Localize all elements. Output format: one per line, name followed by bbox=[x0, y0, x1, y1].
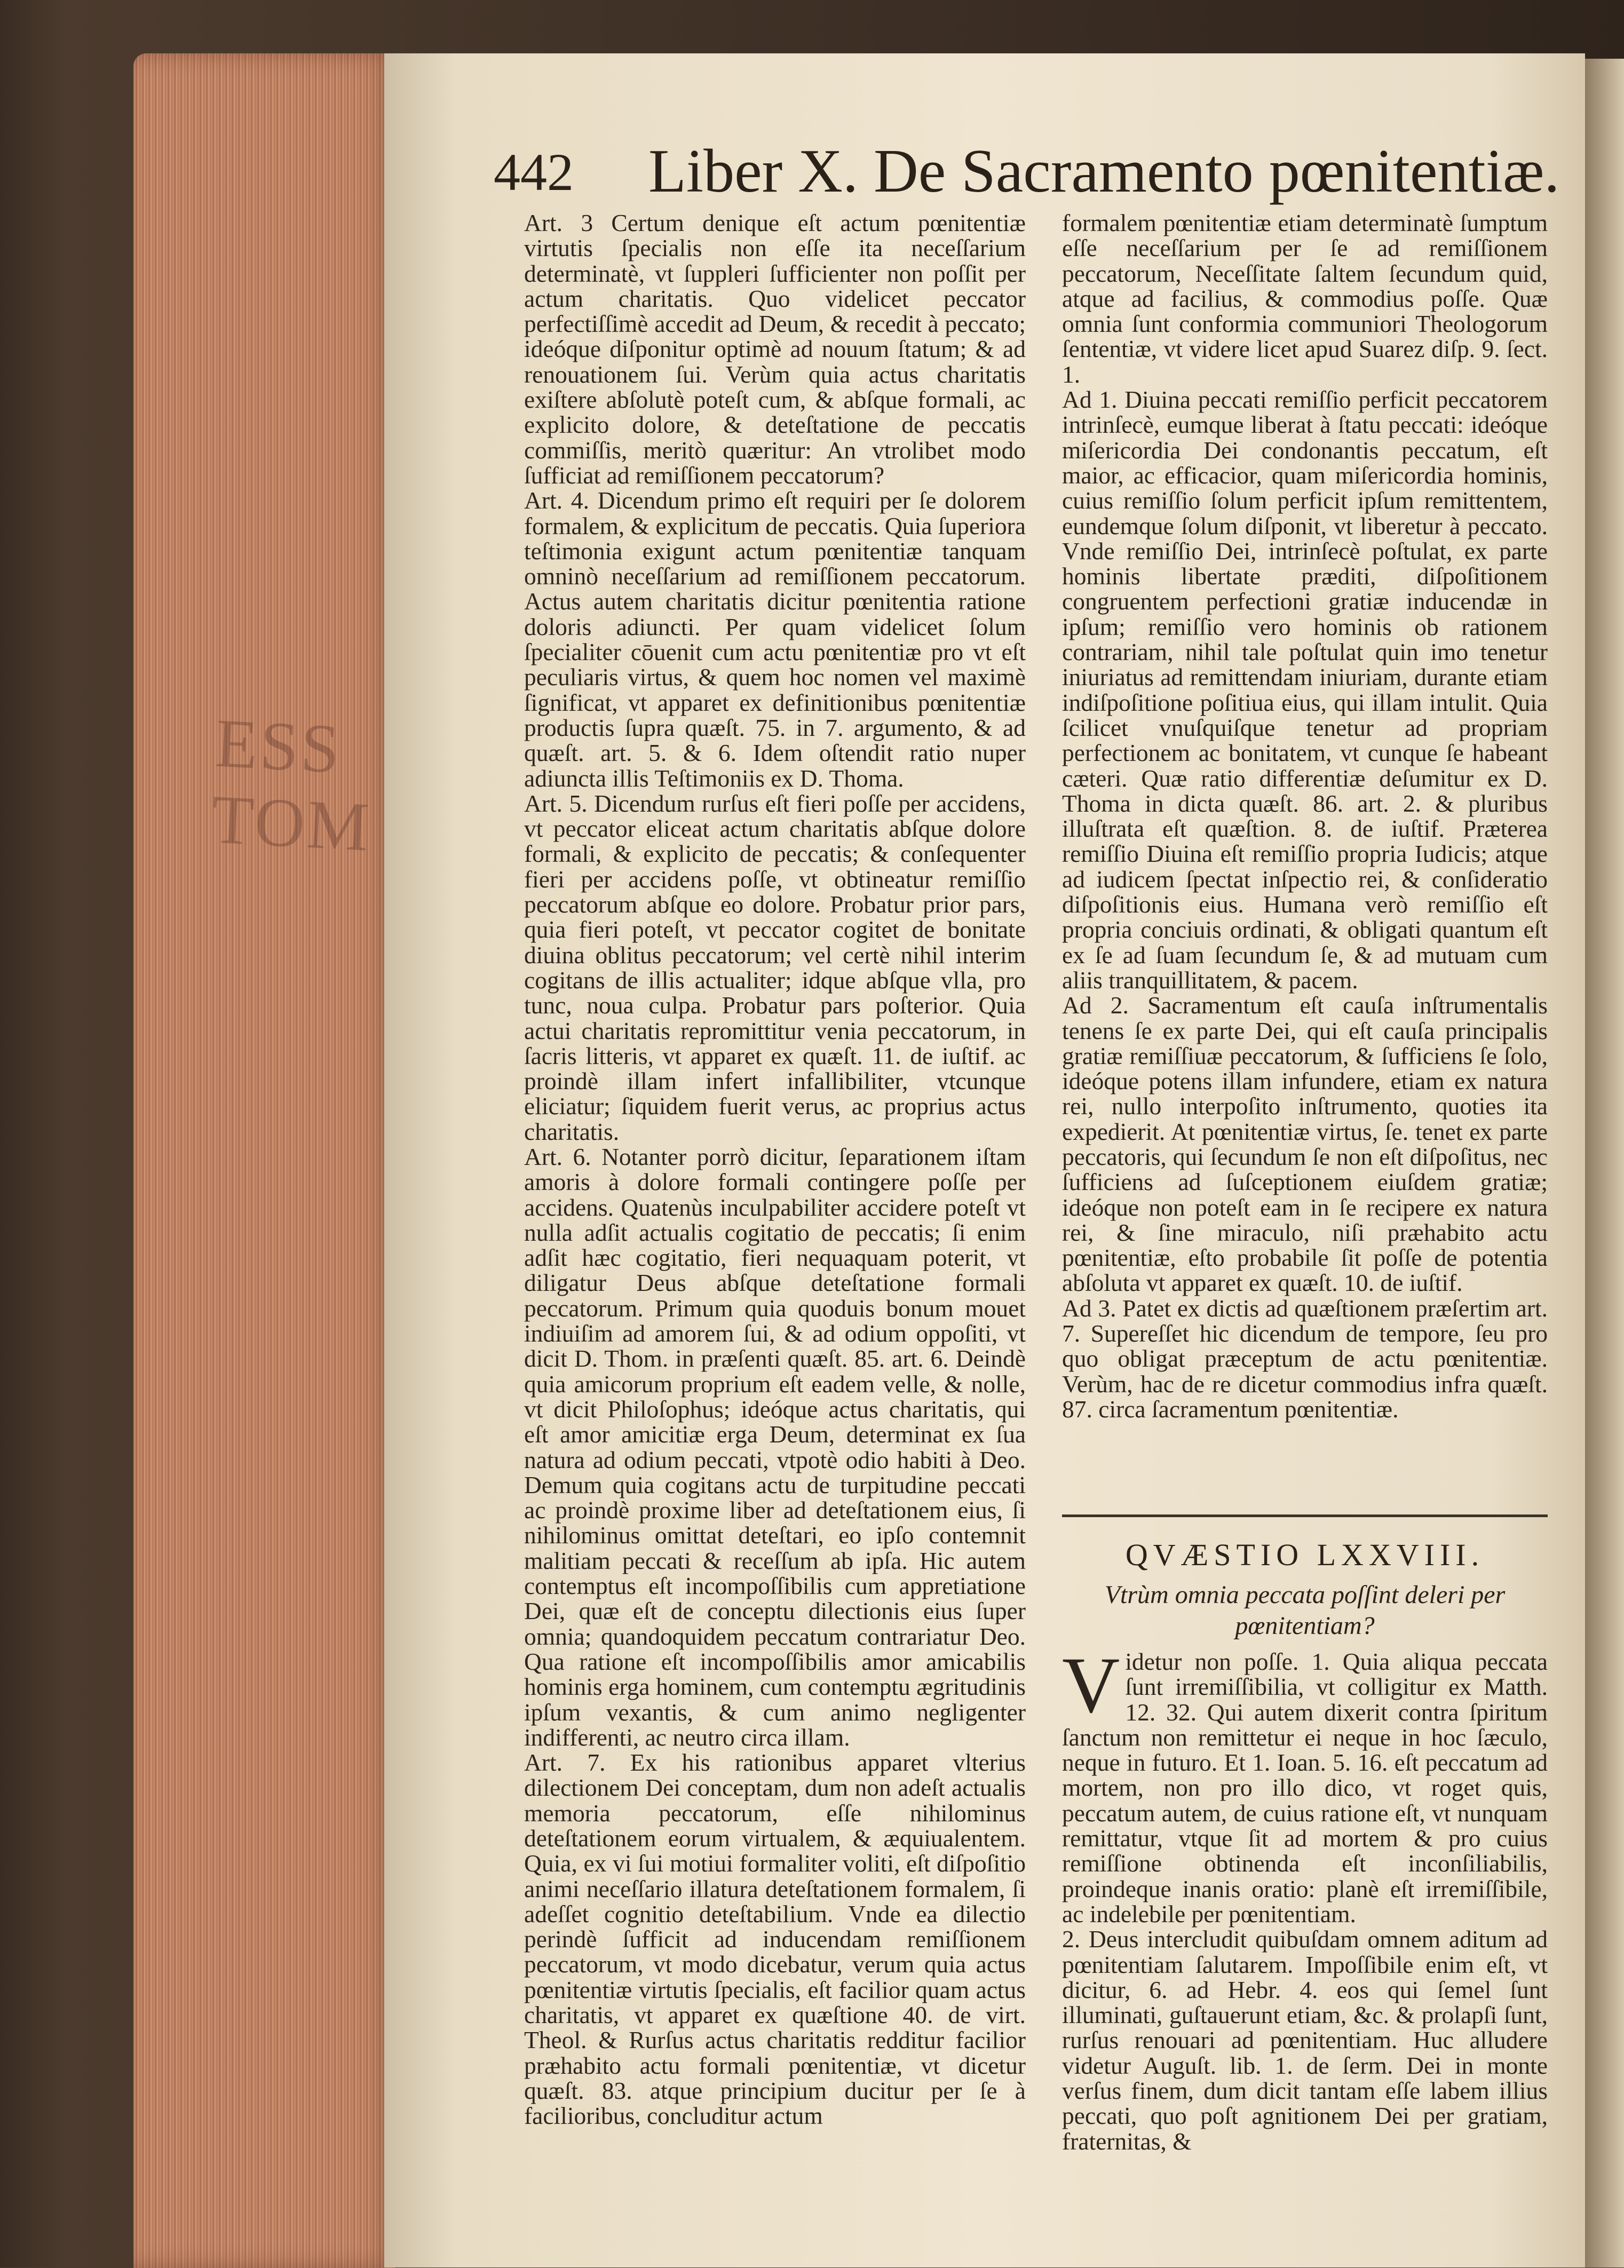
right-column bbox=[1062, 210, 1548, 1422]
left-column bbox=[524, 210, 1026, 2129]
fore-edge-inscription: ESS TOM bbox=[209, 704, 373, 866]
paragraph: formalem pœnitentiæ etiam determinatè ſumptum eſſe neceſſarium per ſe ad remiſſionem peccatorum, Neceſſitate ſaltem ſecundum quid, atque ad facilius, & commodius poſſe. Quæ omnia ſunt conformia communiori Theologorum ſententiæ, vt videre licet apud Suarez diſp. 9. ſect. 1. bbox=[1062, 209, 1548, 388]
drop-cap: V bbox=[1062, 1641, 1120, 1730]
paragraph: 2. Deus intercludit quibuſdam omnem aditum ad pœnitentiam ſalutarem. Impoſſibile enim eſt, vt dicitur, 6. ad Hebr. 4. eos qui ſemel ſunt illuminati, guſtauerunt etiam, &c. & prolapſi ſunt, rurſus renouari ad pœnitentiam. Huc alludere videtur Auguſt. lib. 1. de ſerm. Dei in monte verſus finem, dum dicit tantam eſſe labem illius peccati, quo poſt agnitionem Dei per gratiam, fraternitas, & bbox=[1062, 1925, 1548, 2155]
page-header bbox=[494, 136, 1560, 205]
section-divider bbox=[1062, 1514, 1548, 1517]
page-number: 442 bbox=[494, 142, 574, 202]
paragraph: Art. 5. Dicendum rurſus eſt fieri poſſe per accidens, vt peccator eliceat actum charitatis abſque dolore formali, & explicito de peccatis; & conſequenter fieri per accidens poſſe, vt obtineatur remiſſio peccatorum abſque eo dolore. Probatur prior pars, quia fieri poteſt, vt peccator cogitet de bonitate diuina oblitus peccatorum; vel certè nihil interim cogitans de illis actualiter; idque abſque vlla, pro tunc, noua culpa. Probatur pars poſterior. Quia actui charitatis repromittitur venia peccatorum, in ſacris litteris, vt apparet ex quæſt. 11. de iuſtif. ac proindè illam infert infallibiliter, vtcunque eliciatur; ſiquidem fuerit verus, ac proprius actus charitatis. bbox=[524, 789, 1026, 1145]
paragraph: Art. 6. Notanter porrò dicitur, ſeparationem iſtam amoris à dolore formali contingere poſſe per accidens. Quatenùs inculpabiliter accidere poteſt vt nulla adſit actualis cogitatio de peccatis; ſi enim adſit hæc cogitatio, fieri nequaquam poterit, vt diligatur Deus abſque deteſtatione formali peccatorum. Primum quia quoduis bonum mouet indiuiſim ad amorem ſui, & ad odium oppoſiti, vt dicit D. Thom. in præſenti quæſt. 85. art. 6. Deindè quia amicorum proprium eſt eadem velle, & nolle, vt dicit Philoſophus; ideóque actus charitatis, qui eſt amor amicitiæ erga Deum, determinat ex ſua natura ad odium peccati, vtpotè odio habiti à Deo. Demum quia cogitans actu de turpitudine peccati ac proindè proxime liber ad deteſtationem eius, ſi nihilominus omittat deteſtari, eo ipſo contemnit malitiam peccati & receſſum ab ipſa. Hic autem contemptus eſt incompoſſibilis cum appretiatione Dei, quæ eſt de conceptu dilectionis eius ſuper omnia; quandoquidem peccatum contrariatur Deo. Qua ratione eſt incompoſſibilis amor amicabilis hominis erga hominem, cum contemptu ægritudinis ipſum vexantis, & cum animo negligenter indifferenti, ac neutro circa illam. bbox=[524, 1143, 1026, 1751]
book-fore-edge bbox=[133, 53, 395, 2268]
paragraph: Ad 1. Diuina peccati remiſſio perficit peccatorem intrinſecè, eumque liberat à ſtatu peccati: ideóque miſericordia Dei condonantis peccatum, eſt maior, ac efficacior, quam miſericordia hominis, cuius remiſſio ſolum perficit ipſum remittentem, eundemque ſolum diſponit, vt liberetur à peccato. Vnde remiſſio Dei, intrinſecè poſtulat, ex parte hominis libertate præditi, diſpoſitionem congruentem perfectioni gratiæ inducendæ in ipſum; remiſſio vero hominis ob rationem contrariam, nihil tale poſtulat quin imo tenetur iniuriatus ad remittendam iniuriam, durante etiam indiſpoſitione poſitiua eius, qui illam intulit. Quia ſcilicet vnuſquiſque tenetur ad propriam perfectionem ac bonitatem, vt cunque ſe habeant cæteri. Quæ ratio differentiæ deſumitur ex D. Thoma in dicta quæſt. 86. art. 2. & pluribus illuſtrata eſt quæſtion. 8. de iuſtif. Præterea remiſſio Diuina eſt remiſſio propria Iudicis; atque ad iudicem ſpectat inſpectio rei, & conſideratio diſpoſitionis eius. Humana verò remiſſio eſt propria conciuis ordinati, & obligati quantum eſt ex ſe ad ſuam ſecundum ſe, & ad mutuam cum aliis tranquillitatem, & pacem. bbox=[1062, 386, 1548, 994]
question-body bbox=[1062, 1641, 1548, 2155]
question-heading: QVÆSTIO LXXVIII. bbox=[1125, 1537, 1485, 1572]
running-title: Liber X. De Sacramento pœnitentiæ. bbox=[648, 137, 1560, 205]
paragraph: Ad 2. Sacramentum eſt cauſa inſtrumentalis tenens ſe ex parte Dei, qui eſt cauſa principalis gratiæ remiſſiuæ peccatorum, & ſufficiens ſe ſolo, ideóque potens illam infundere, etiam ex natura rei, nullo interpoſito inſtrumento, quoties ita expedierit. At pœnitentiæ virtus, ſe. tenet ex parte peccatoris, qui ſecundum ſe non eſt diſpoſitus, nec ſufficiens ad ſuſceptionem eiuſdem gratiæ; ideóque non poteſt eam in ſe recipere ex natura rei, & ſine miraculo, niſi præhabito actu pœnitentiæ, eſto probabile ſit poſſe de potentia abſoluta vt apparet ex quæſt. 10. de iuſtif. bbox=[1062, 992, 1548, 1297]
facing-page-edge bbox=[1585, 59, 1624, 2267]
paragraph: Art. 3 Certum denique eſt actum pœnitentiæ virtutis ſpecialis non eſſe ita neceſſarium determinatè, vt ſuppleri ſufficienter non poſſit per actum charitatis. Quo videlicet peccator perfectiſſimè accedit ad Deum, & recedit à peccato; ideóque diſponitur optimè ad nouum ſtatum; & ad renouationem ſui. Verùm quia actus charitatis exiſtere abſolutè poteſt cum, & abſque formali, ac explicito dolore, & deteſtatione de peccatis commiſſis, meritò quæritur: An vtrolibet modo ſufficiat ad remiſſionem peccatorum? bbox=[524, 209, 1026, 489]
paragraph: Art. 7. Ex his rationibus apparet vlterius dilectionem Dei conceptam, dum non adeſt actualis memoria peccatorum, eſſe nihilominus deteſtationem eorum virtualem, & æquiualentem. Quia, ex vi ſui motiui formaliter voliti, eſt diſpoſitio animi neceſſario illatura deteſtationem formalem, ſi adeſſet cognitio deteſtabilium. Vnde ea dilectio perindè ſufficit ad inducendam remiſſionem peccatorum, vt modo dicebatur, verum quia actus pœnitentiæ virtutis ſpecialis, eſt facilior quam actus charitatis, vt apparet ex quæſtione 40. de virt. Theol. & Rurſus actus charitatis redditur facilior præhabito actu formali pœnitentiæ, vt dicetur quæſt. 83. atque principium ducitur per ſe à facilioribus, concluditur actum bbox=[524, 1749, 1026, 2130]
paragraph: Art. 4. Dicendum primo eſt requiri per ſe dolorem formalem, & explicitum de peccatis. Quia ſuperiora teſtimonia exigunt actum pœnitentiæ tanquam omninò neceſſarium ad remiſſionem peccatorum. Actus autem charitatis dicitur pœnitentia ratione doloris adiuncti. Per quam videlicet ſolum ſpecialiter cōuenit cum actu pœnitentiæ pro vt eſt peculiaris virtus, & quem hoc nomen vel maximè ſignificat, vt apparet ex definitionibus pœnitentiæ productis ſupra quæſt. 75. in 7. argumento, & ad quæſt. art. 5. & 6. Idem oſtendit ratio nuper adiuncta illis Teſtimoniis ex D. Thoma. bbox=[524, 487, 1026, 792]
paragraph: Ad 3. Patet ex dictis ad quæſtionem præſertim art. 7. Supereſſet hic dicendum de tempore, ſeu pro quo obligat præceptum de actu pœnitentiæ. Verùm, hac de re dicetur commodius infra quæſt. 87. circa ſacramentum pœnitentiæ. bbox=[1062, 1294, 1548, 1423]
paragraph bbox=[1062, 1641, 1548, 1928]
paragraph-text: idetur non poſſe. 1. Quia aliqua peccata ſunt irremiſſibilia, vt colligitur ex Matth. 12. 32. Qui autem dixerit contra ſpiritum ſanctum non remittetur ei neque in hoc ſæculo, neque in futuro. Et 1. Ioan. 5. 16. eſt peccatum ad mortem, non pro illo dico, vt roget quis, peccatum autem, de cuius ratione eſt, vt nunquam remittatur, vtque ſit ad mortem & pro cuius remiſſione obtinenda eſt inconſiliabilis, proindeque inanis oratio: planè eſt irremiſſibile, ac indelebile per pœnitentiam. bbox=[1062, 1648, 1548, 1928]
question-title: Vtrùm omnia peccata poſſint deleri per pœnitentiam? bbox=[1104, 1581, 1506, 1640]
